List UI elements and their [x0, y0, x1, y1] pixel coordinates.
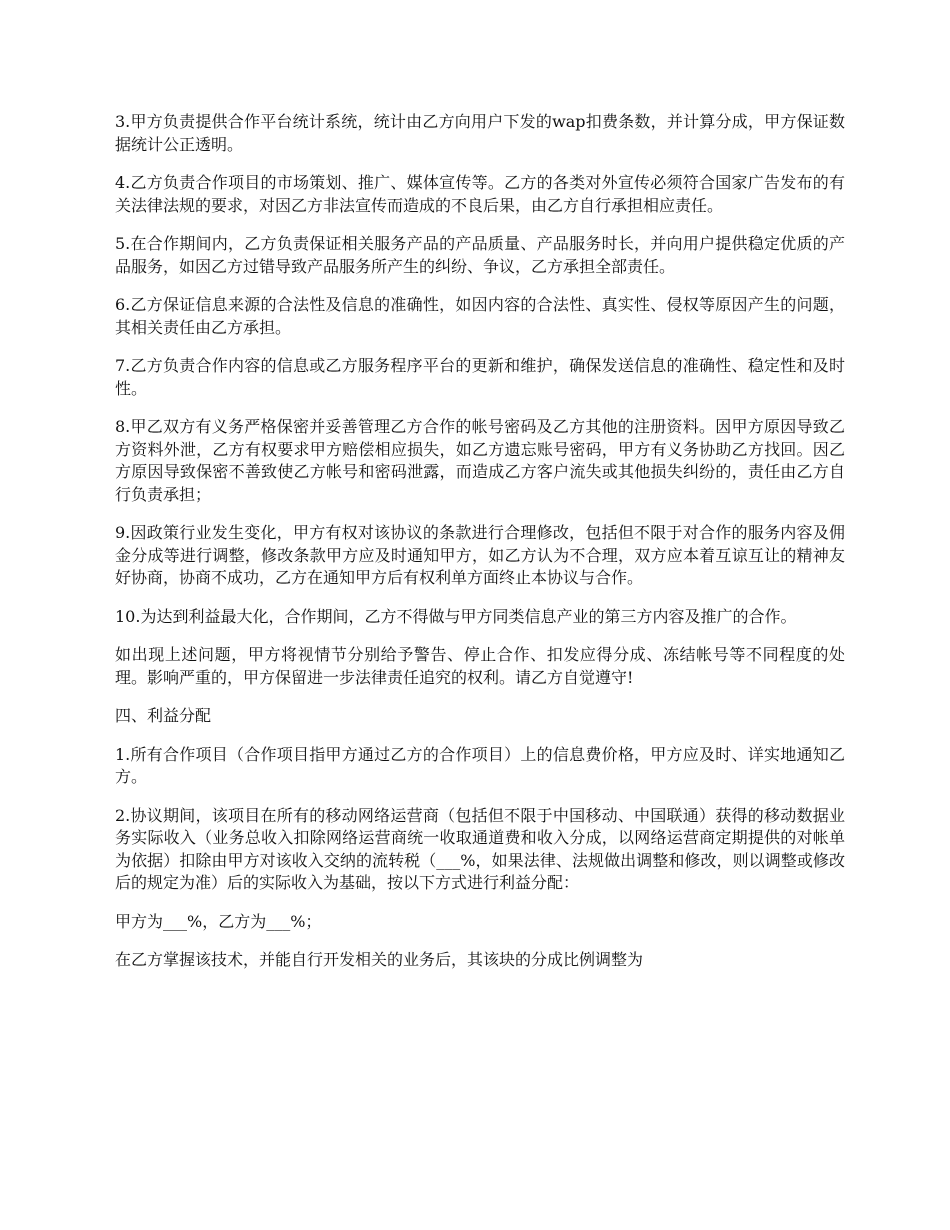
- clause-10: 10.为达到利益最大化，合作期间，乙方不得做与甲方同类信息产业的第三方内容及推广的合作。: [115, 606, 797, 626]
- document-page: [115, 111, 845, 988]
- violation-note: 如出现上述问题，甲方将视情节分别给予警告、停止合作、扣发应得分成、冻结帐号等不同程度的处理。影响严重的，甲方保留进一步法律责任追究的权利。请乙方自觉遵守!: [115, 645, 845, 687]
- clause-4: 4.乙方负责合作项目的市场策划、推广、媒体宣传等。乙方的各类对外宣传必须符合国家广告发布的有关法律法规的要求，对因乙方非法宣传而造成的不良后果，由乙方自行承担相应责任。: [115, 173, 845, 215]
- clause-7: 7.乙方负责合作内容的信息或乙方服务程序平台的更新和维护，确保发送信息的准确性、稳定性和及时性。: [115, 356, 845, 398]
- clause-8: 8.甲乙双方有义务严格保密并妥善管理乙方合作的帐号密码及乙方其他的注册资料。因甲方原因导致乙方资料外泄，乙方有权要求甲方赔偿相应损失，如乙方遗忘账号密码，甲方有义务协助乙方找回。因乙方原因导致保密不善致使乙方帐号和密码泄露，而造成乙方客户流失或其他损失纠纷的，责任由乙方自行负责承担；: [115, 417, 845, 504]
- clause-6: 6.乙方保证信息来源的合法性及信息的准确性，如因内容的合法性、真实性、侵权等原因产生的问题，其相关责任由乙方承担。: [115, 295, 845, 337]
- profit-clause-1: 1.所有合作项目（合作项目指甲方通过乙方的合作项目）上的信息费价格，甲方应及时、详实地通知乙方。: [115, 744, 845, 786]
- profit-clause-2: 2.协议期间，该项目在所有的移动网络运营商（包括但不限于中国移动、中国联通）获得的移动数据业务实际收入（业务总收入扣除网络运营商统一收取通道费和收入分成，以网络运营商定期提供的对帐单为依据）扣除由甲方对该收入交纳的流转税（___%，如果法律、法规做出调整和修改，则以调整或修改后的规定为准）后的实际收入为基础，按以下方式进行利益分配：: [115, 805, 845, 892]
- profit-split-line: 甲方为___%，乙方为___%；: [115, 911, 322, 931]
- clause-5: 5.在合作期间内，乙方负责保证相关服务产品的产品质量、产品服务时长，并向用户提供稳定优质的产品服务，如因乙方过错导致产品服务所产生的纠纷、争议，乙方承担全部责任。: [115, 234, 845, 276]
- section-heading-profit-distribution: 四、利益分配: [115, 706, 212, 725]
- profit-adjustment-line: 在乙方掌握该技术，并能自行开发相关的业务后，其该块的分成比例调整为: [115, 950, 644, 969]
- clause-3: 3.甲方负责提供合作平台统计系统，统计由乙方向用户下发的wap扣费条数，并计算分成，甲方保证数据统计公正透明。: [115, 112, 845, 154]
- clause-9: 9.因政策行业发生变化，甲方有权对该协议的条款进行合理修改，包括但不限于对合作的服务内容及佣金分成等进行调整，修改条款甲方应及时通知甲方，如乙方认为不合理，双方应本着互谅互让的精神友好协商，协商不成功，乙方在通知甲方后有权利单方面终止本协议与合作。: [115, 523, 845, 587]
